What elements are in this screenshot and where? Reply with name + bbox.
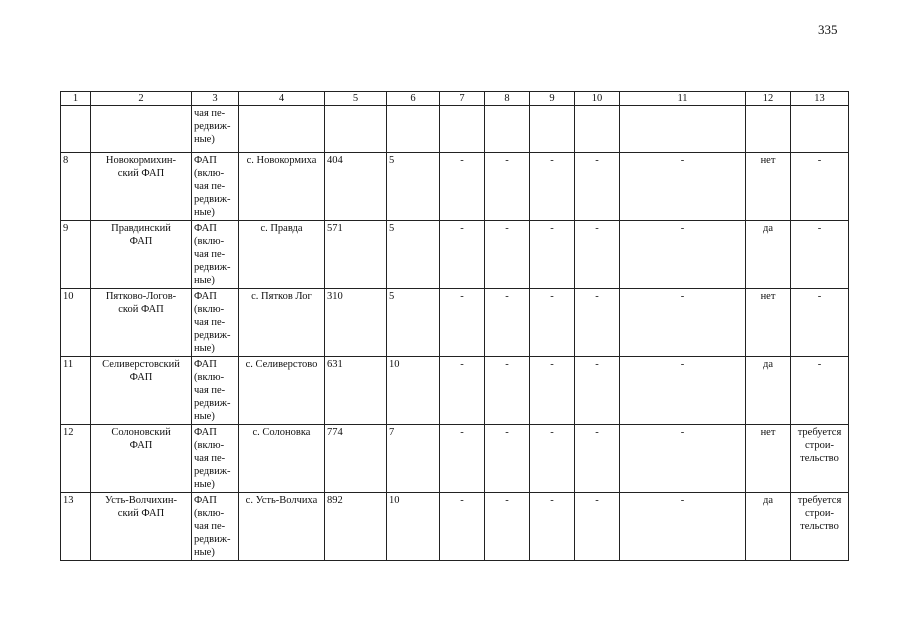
col8-value-line: - — [505, 359, 509, 370]
col10-value — [575, 357, 620, 425]
facility-type-line: редвиж- — [194, 194, 231, 205]
col10-value-line: - — [595, 155, 599, 166]
facility-type-line: редвиж- — [194, 262, 231, 273]
population-line: 310 — [327, 291, 343, 302]
col9-value — [530, 357, 575, 425]
col6-value-line: 10 — [389, 495, 400, 506]
col10-value — [575, 493, 620, 561]
col10-value — [575, 153, 620, 221]
settlement-line: с. Усть-Волчиха — [245, 495, 318, 506]
facility-name — [91, 289, 192, 357]
facility-type — [192, 153, 239, 221]
col9-value — [530, 425, 575, 493]
header-cell: 7 — [440, 92, 485, 106]
col13-value-line: - — [817, 223, 822, 234]
col6-value — [387, 425, 440, 493]
facility-type-line: (вклю- — [194, 508, 225, 519]
facility-name-line: ФАП — [129, 372, 153, 383]
col13-value-line: требуется — [797, 427, 842, 438]
row-number-line: 11 — [63, 359, 74, 370]
col12-value-line: нет — [760, 427, 776, 438]
col7-value — [440, 153, 485, 221]
facility-type-line: редвиж- — [194, 398, 231, 409]
col13-value-line: строи- — [805, 508, 834, 519]
col6-value — [387, 493, 440, 561]
col8-value — [485, 221, 530, 289]
facility-type-line: (вклю- — [194, 304, 225, 315]
col11-value — [620, 153, 746, 221]
facility-name-line: ФАП — [129, 440, 153, 451]
col9-value-line: - — [550, 495, 554, 506]
col8-value — [485, 289, 530, 357]
table-cell — [620, 106, 746, 153]
col13-value-line: строи- — [805, 440, 834, 451]
col6-value — [387, 289, 440, 357]
population-line: 571 — [327, 223, 343, 234]
table-cell — [485, 106, 530, 153]
col7-value-line: - — [460, 223, 464, 234]
col12-value-line: нет — [760, 291, 776, 302]
col6-value — [387, 153, 440, 221]
table-cell — [791, 106, 849, 153]
col12-value-line: нет — [760, 155, 776, 166]
header-cell: 8 — [485, 92, 530, 106]
header-cell: 1 — [61, 92, 91, 106]
col11-value — [620, 221, 746, 289]
table-row — [61, 493, 849, 561]
row-number-line: 10 — [63, 291, 74, 302]
facility-name-line: Пятково-Логов- — [105, 291, 177, 302]
header-cell: 2 — [91, 92, 192, 106]
facility-type-line: ные) — [194, 207, 215, 218]
population — [325, 289, 387, 357]
facility-type-line: ФАП — [194, 495, 217, 506]
table-cell — [61, 106, 91, 153]
facility-type-line: (вклю- — [194, 372, 225, 383]
header-cell: 9 — [530, 92, 575, 106]
facility-name — [91, 493, 192, 561]
facility-type-line: ФАП — [194, 291, 217, 302]
settlement — [239, 425, 325, 493]
facility-type-line: (вклю- — [194, 236, 225, 247]
col9-value — [530, 493, 575, 561]
settlement-line: с. Правда — [260, 223, 303, 234]
facility-name — [91, 425, 192, 493]
facility-type-line: чая пе- — [194, 453, 226, 464]
col10-value-line: - — [595, 223, 599, 234]
table-cell — [530, 106, 575, 153]
row-number — [61, 289, 91, 357]
facility-type — [192, 357, 239, 425]
header-cell: 4 — [239, 92, 325, 106]
settlement-line: с. Новокормиха — [246, 155, 317, 166]
col8-value-line: - — [505, 223, 509, 234]
col8-value-line: - — [505, 427, 509, 438]
table-row — [61, 289, 849, 357]
col11-value — [620, 357, 746, 425]
facility-name-line: ФАП — [129, 236, 153, 247]
facility-name-line: Солоновский — [111, 427, 171, 438]
col9-value-line: - — [550, 223, 554, 234]
col8-value — [485, 153, 530, 221]
settlement — [239, 221, 325, 289]
facility-type-line: ные) — [194, 343, 215, 354]
header-row — [61, 92, 849, 106]
col8-value — [485, 493, 530, 561]
population — [325, 153, 387, 221]
col11-value — [620, 425, 746, 493]
table-cell — [325, 106, 387, 153]
population-line: 404 — [327, 155, 343, 166]
col6-value — [387, 357, 440, 425]
col7-value-line: - — [460, 291, 464, 302]
col13-value-line: - — [817, 291, 822, 302]
col9-value — [530, 153, 575, 221]
facility-name-line: Усть-Волчихин- — [105, 495, 177, 506]
col10-value-line: - — [595, 359, 599, 370]
facility-name — [91, 153, 192, 221]
row-number — [61, 425, 91, 493]
col13-value-line: - — [817, 155, 822, 166]
col13-value — [791, 493, 849, 561]
facility-name — [91, 221, 192, 289]
population-line: 774 — [327, 427, 343, 438]
col13-value-line: требуется — [797, 495, 842, 506]
page-number: 335 — [818, 22, 838, 37]
facility-type — [192, 289, 239, 357]
header-cell: 6 — [387, 92, 440, 106]
col13-value — [791, 221, 849, 289]
table-cell — [746, 106, 791, 153]
col9-value — [530, 221, 575, 289]
col11-value-line: - — [680, 155, 685, 166]
col12-value-line: да — [762, 495, 773, 506]
col6-value-line: 5 — [389, 223, 395, 234]
facility-type-line: чая пе- — [194, 385, 226, 396]
header-cell: 5 — [325, 92, 387, 106]
col11-value-line: - — [680, 495, 685, 506]
col12-value — [746, 357, 791, 425]
header-cell: 3 — [192, 92, 239, 106]
col12-value-line: да — [762, 359, 773, 370]
population-line: 631 — [327, 359, 343, 370]
col13-value-line: тельство — [800, 521, 839, 532]
facility-type-line: ФАП — [194, 155, 217, 166]
col11-value-line: - — [680, 427, 685, 438]
header-cell: 10 — [575, 92, 620, 106]
col13-value — [791, 425, 849, 493]
facility-type — [192, 493, 239, 561]
col9-value-line: - — [550, 291, 554, 302]
col8-value-line: - — [505, 291, 509, 302]
facility-type-line: редвиж- — [194, 534, 231, 545]
facility-name-line: ский ФАП — [117, 508, 165, 519]
table-row — [61, 221, 849, 289]
population — [325, 425, 387, 493]
row-number-line: 12 — [63, 427, 74, 438]
population — [325, 357, 387, 425]
col7-value — [440, 221, 485, 289]
type-line: чая пе- — [194, 108, 226, 119]
settlement — [239, 153, 325, 221]
facility-type-line: ные) — [194, 547, 215, 558]
col11-value-line: - — [680, 359, 685, 370]
col11-value — [620, 289, 746, 357]
col9-value — [530, 289, 575, 357]
facility-name-line: ской ФАП — [118, 304, 164, 315]
facility-name-line: Правдинский — [111, 223, 171, 234]
table-cell — [91, 106, 192, 153]
table-cell — [440, 106, 485, 153]
facility-type-line: чая пе- — [194, 521, 226, 532]
facility-type-line: ФАП — [194, 359, 217, 370]
type-line: ные) — [194, 134, 215, 145]
settlement — [239, 289, 325, 357]
facility-type-line: редвиж- — [194, 330, 231, 341]
facility-name-line: ский ФАП — [117, 168, 165, 179]
col9-value-line: - — [550, 427, 554, 438]
settlement-line: с. Пятков Лог — [251, 291, 312, 302]
table-row — [61, 425, 849, 493]
facility-type-line: ные) — [194, 275, 215, 286]
type-line: редвиж- — [194, 121, 231, 132]
continuation-row — [61, 106, 849, 153]
col8-value — [485, 357, 530, 425]
table-row — [61, 153, 849, 221]
facility-type-line: (вклю- — [194, 168, 225, 179]
facility-type-line: чая пе- — [194, 249, 226, 260]
facility-type-line: ные) — [194, 479, 215, 490]
row-number-line: 9 — [63, 223, 69, 234]
col10-value — [575, 425, 620, 493]
header-cell: 11 — [620, 92, 746, 106]
col6-value-line: 5 — [389, 155, 395, 166]
col11-value-line: - — [680, 223, 685, 234]
col12-value — [746, 289, 791, 357]
col12-value — [746, 221, 791, 289]
facility-name-line: Селиверстовский — [102, 359, 180, 370]
col7-value-line: - — [460, 359, 464, 370]
header-cell: 13 — [791, 92, 849, 106]
col9-value-line: - — [550, 155, 554, 166]
col11-value-line: - — [680, 291, 685, 302]
col13-value-line: тельство — [800, 453, 839, 464]
col10-value-line: - — [595, 291, 599, 302]
facility-type-line: ФАП — [194, 223, 217, 234]
col8-value-line: - — [505, 155, 509, 166]
header-cell: 12 — [746, 92, 791, 106]
col6-value-line: 10 — [389, 359, 400, 370]
col8-value — [485, 425, 530, 493]
facility-type-line: чая пе- — [194, 317, 226, 328]
col7-value — [440, 425, 485, 493]
settlement — [239, 493, 325, 561]
population — [325, 221, 387, 289]
col12-value — [746, 493, 791, 561]
settlement — [239, 357, 325, 425]
col13-value — [791, 289, 849, 357]
col9-value-line: - — [550, 359, 554, 370]
facility-name — [91, 357, 192, 425]
facility-type — [192, 221, 239, 289]
table-row — [61, 357, 849, 425]
table-cell — [239, 106, 325, 153]
row-number — [61, 493, 91, 561]
col10-value-line: - — [595, 427, 599, 438]
col10-value — [575, 289, 620, 357]
facility-type-line: ФАП — [194, 427, 217, 438]
row-number — [61, 357, 91, 425]
col6-value — [387, 221, 440, 289]
facility-type-line: (вклю- — [194, 440, 225, 451]
col10-value — [575, 221, 620, 289]
col7-value-line: - — [460, 427, 464, 438]
facility-type-line: редвиж- — [194, 466, 231, 477]
settlement-line: с. Солоновка — [252, 427, 311, 438]
col6-value-line: 7 — [389, 427, 395, 438]
population — [325, 493, 387, 561]
col13-value — [791, 153, 849, 221]
table-cell — [575, 106, 620, 153]
row-number — [61, 221, 91, 289]
col10-value-line: - — [595, 495, 599, 506]
facility-name-line: Новокормихин- — [105, 155, 177, 166]
row-number-line: 8 — [63, 155, 69, 166]
col13-value-line: - — [817, 359, 822, 370]
col12-value-line: да — [762, 223, 773, 234]
col12-value — [746, 153, 791, 221]
col7-value — [440, 357, 485, 425]
col8-value-line: - — [505, 495, 509, 506]
col12-value — [746, 425, 791, 493]
facility-type-line: ные) — [194, 411, 215, 422]
facility-type-line: чая пе- — [194, 181, 226, 192]
col7-value — [440, 493, 485, 561]
col7-value — [440, 289, 485, 357]
col11-value — [620, 493, 746, 561]
col6-value-line: 5 — [389, 291, 395, 302]
facility-type — [192, 425, 239, 493]
col7-value-line: - — [460, 155, 464, 166]
facilities-table — [60, 91, 849, 561]
col7-value-line: - — [460, 495, 464, 506]
settlement-line: с. Селиверстово — [245, 359, 318, 370]
row-number-line: 13 — [63, 495, 74, 506]
population-line: 892 — [327, 495, 343, 506]
col13-value — [791, 357, 849, 425]
type-cell — [192, 106, 239, 153]
row-number — [61, 153, 91, 221]
table-cell — [387, 106, 440, 153]
